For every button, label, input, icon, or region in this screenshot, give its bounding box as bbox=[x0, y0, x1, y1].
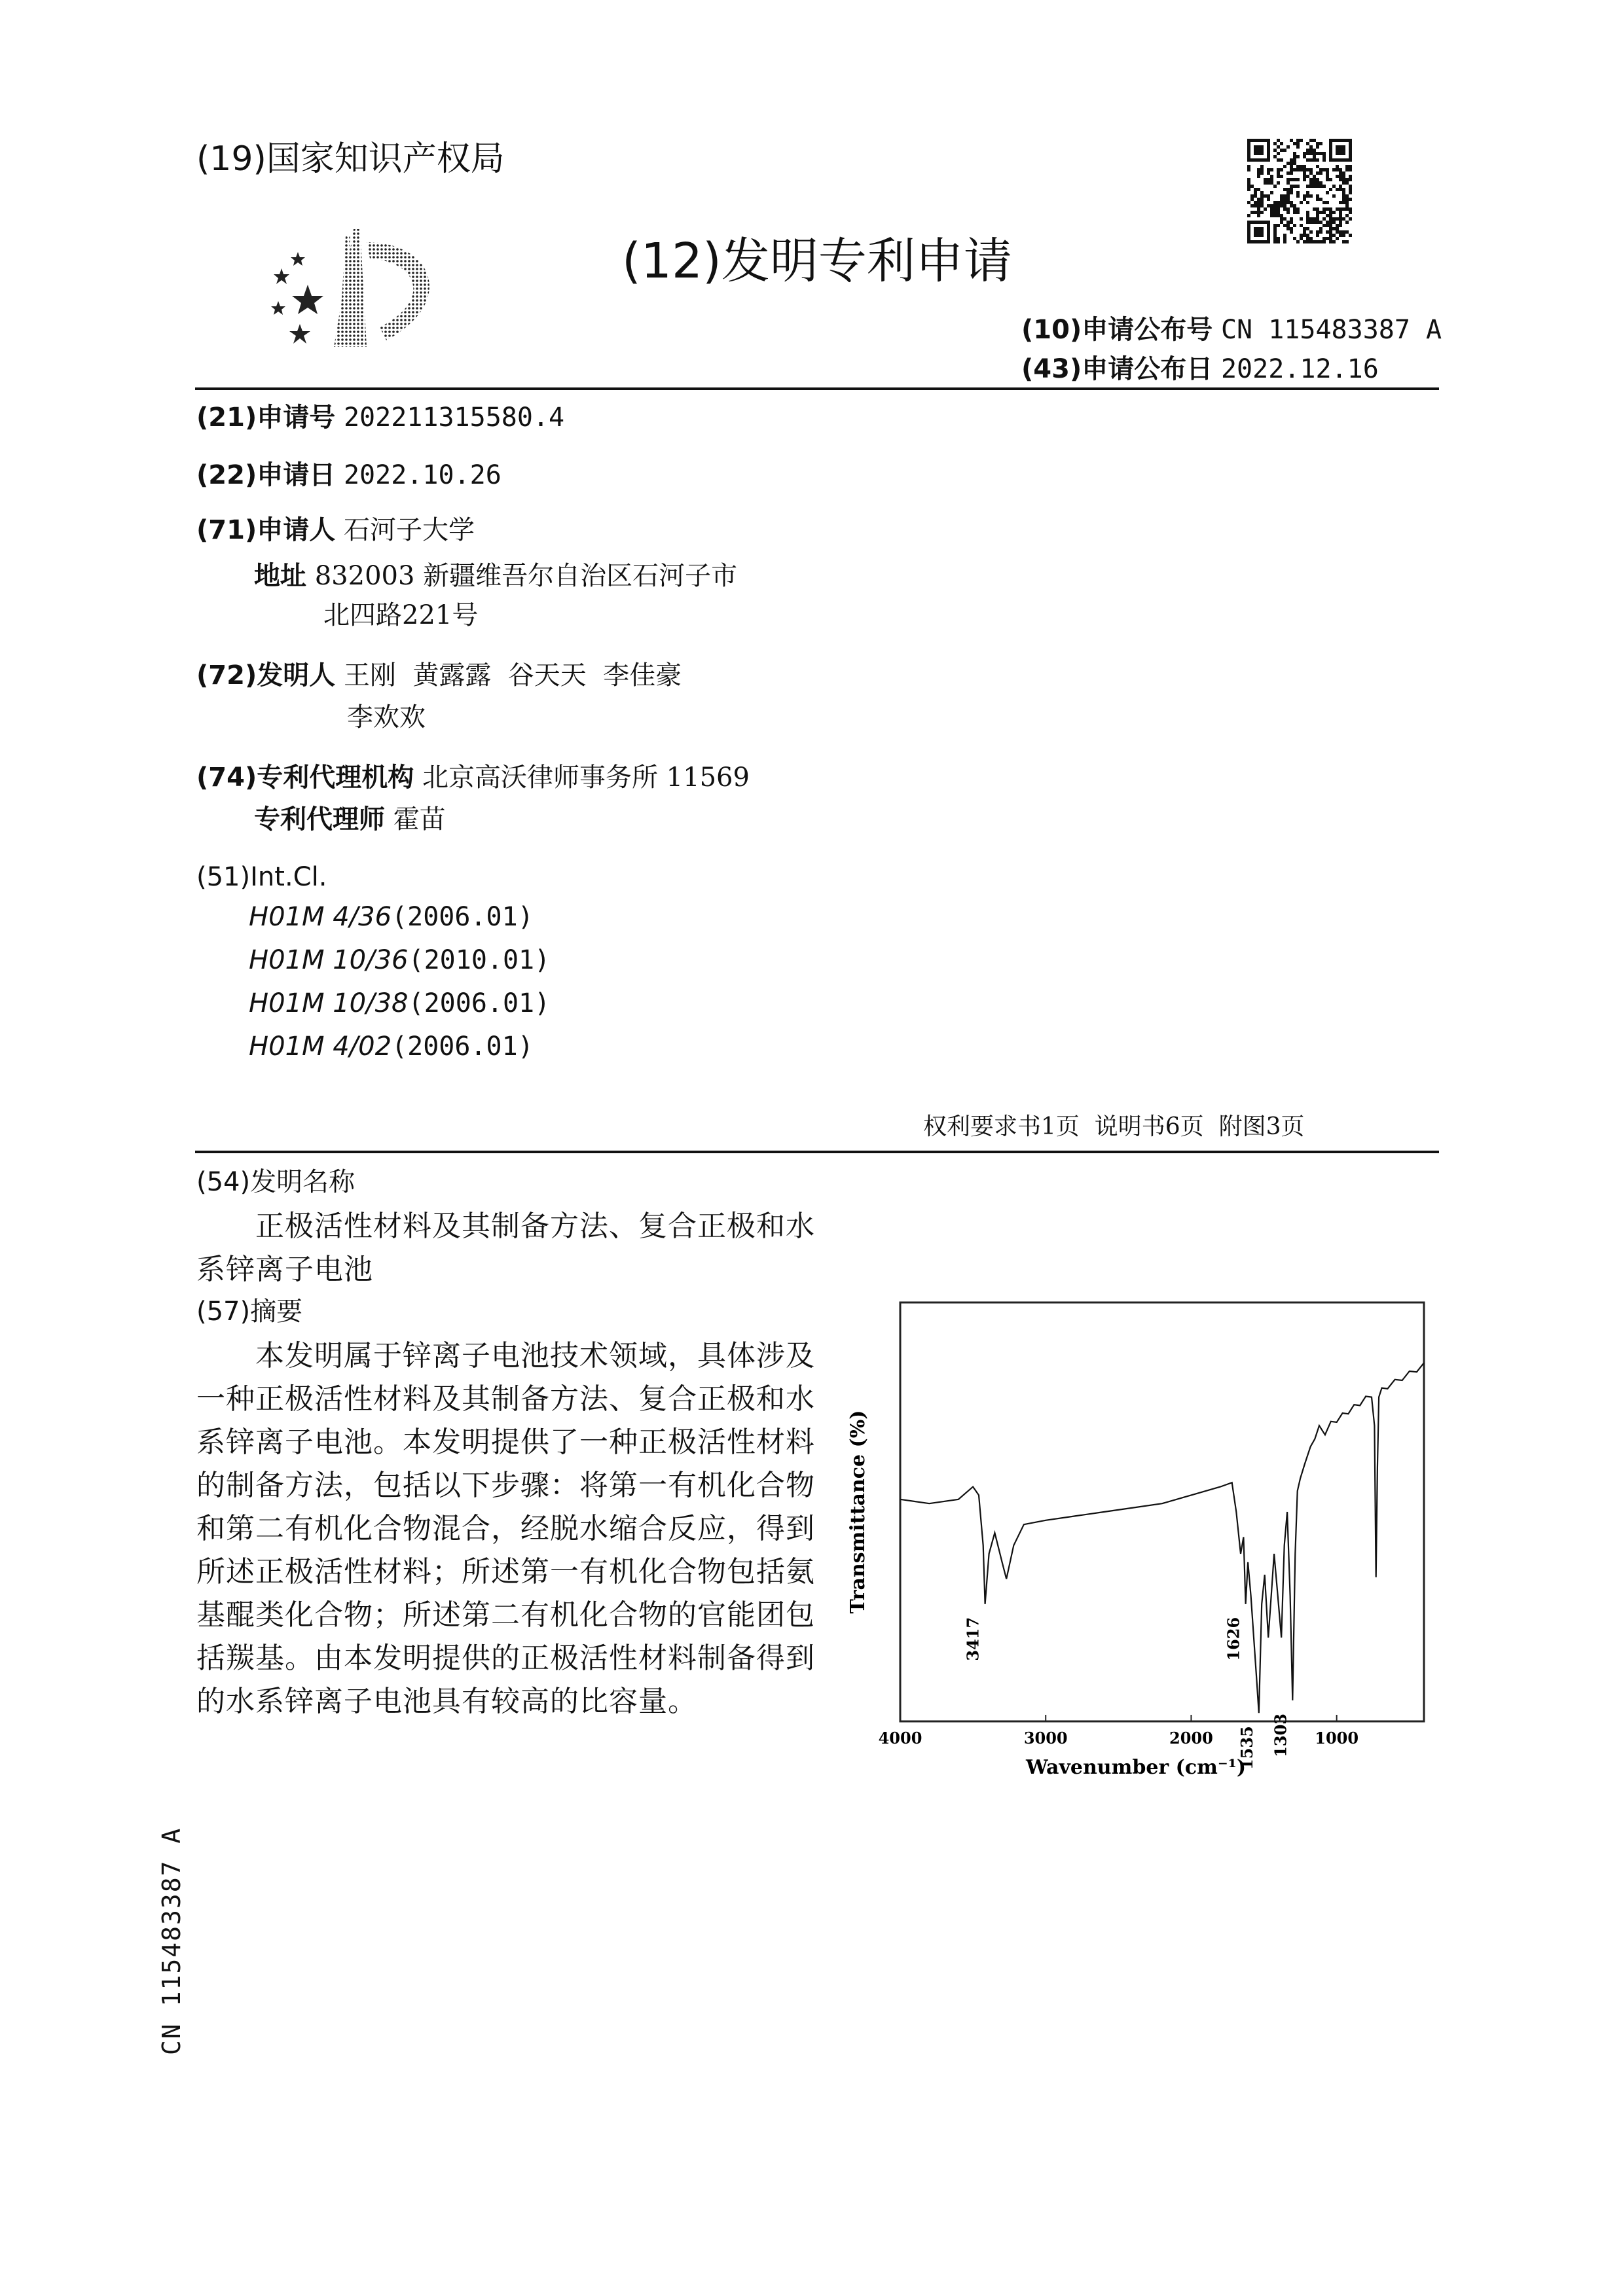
agency-row bbox=[196, 759, 750, 796]
header-divider bbox=[195, 387, 1439, 390]
qr-code-icon bbox=[1247, 139, 1352, 243]
section-divider bbox=[195, 1151, 1439, 1153]
publication-number: CN 115483387 A bbox=[1220, 315, 1442, 345]
y-axis-label: Transmittance (%) bbox=[847, 1410, 869, 1614]
peak-annotation: 1535 bbox=[1237, 1726, 1256, 1770]
ipc-version: (2006.01) bbox=[392, 1031, 534, 1062]
publication-number-line bbox=[1021, 309, 1442, 346]
address-row bbox=[254, 558, 737, 594]
abstract-line: 基醌类化合物；所述第二有机化合物的官能团包 bbox=[196, 1598, 815, 1632]
agency: 北京高沃律师事务所 11569 bbox=[422, 762, 750, 793]
publication-number-label: (10)申请公布号 bbox=[1021, 315, 1213, 345]
agent-label: 专利代理师 bbox=[254, 804, 385, 834]
publication-date-label: (43)申请公布日 bbox=[1021, 354, 1213, 384]
inventors-line-1: 王刚 黄露露 谷天天 李佳豪 bbox=[343, 660, 682, 691]
inventors-row bbox=[196, 657, 682, 694]
invention-title-label: (54)发明名称 bbox=[196, 1167, 356, 1197]
cnipa-emblem-icon bbox=[262, 216, 465, 347]
ipc-version: (2006.01) bbox=[392, 902, 534, 932]
inventors-label: (72)发明人 bbox=[196, 660, 336, 691]
ipc-entry bbox=[249, 988, 550, 1018]
abstract-line: 一种正极活性材料及其制备方法、复合正极和水 bbox=[196, 1382, 815, 1416]
application-number: 202211315580.4 bbox=[343, 403, 565, 433]
inventors-line-2: 李欢欢 bbox=[347, 702, 426, 732]
address-line-1: 832003 新疆维吾尔自治区石河子市 bbox=[314, 561, 738, 591]
peak-annotation: 1626 bbox=[1224, 1617, 1243, 1661]
ipc-code: H01M 10/36 bbox=[249, 945, 409, 975]
invention-title-line-1: 正极活性材料及其制备方法、复合正极和水 bbox=[255, 1210, 815, 1243]
application-date-label: (22)申请日 bbox=[196, 460, 336, 490]
ftir-spectrum-chart bbox=[838, 1289, 1440, 1800]
address-line-2: 北四路221号 bbox=[323, 600, 479, 630]
applicant-row bbox=[196, 512, 475, 548]
agency-label: (74)专利代理机构 bbox=[196, 762, 414, 793]
ipc-entry bbox=[249, 1031, 534, 1062]
ipc-entry bbox=[249, 902, 534, 932]
x-tick-label: 3000 bbox=[1023, 1729, 1068, 1748]
application-number-row bbox=[196, 399, 564, 436]
abstract-line: 的制备方法，包括以下步骤：将第一有机化合物 bbox=[196, 1469, 815, 1502]
abstract-line: 本发明属于锌离子电池技术领域，具体涉及 bbox=[255, 1339, 815, 1372]
abstract-line: 系锌离子电池。本发明提供了一种正极活性材料 bbox=[196, 1426, 815, 1459]
x-tick-label: 1000 bbox=[1315, 1729, 1359, 1748]
application-number-label: (21)申请号 bbox=[196, 403, 336, 433]
ipc-code: H01M 4/36 bbox=[249, 902, 392, 932]
abstract-line: 的水系锌离子电池具有较高的比容量。 bbox=[196, 1685, 697, 1718]
side-publication-number: CN 115483387 A bbox=[157, 1827, 186, 2055]
application-date: 2022.10.26 bbox=[343, 460, 501, 490]
publication-date: 2022.12.16 bbox=[1220, 354, 1379, 384]
ipc-code: H01M 10/38 bbox=[249, 988, 409, 1018]
publication-date-line bbox=[1021, 348, 1379, 386]
page-counts: 权利要求书1页 说明书6页 附图3页 bbox=[923, 1113, 1305, 1140]
applicant: 石河子大学 bbox=[343, 515, 475, 545]
applicant-label: (71)申请人 bbox=[196, 515, 336, 545]
agent-row bbox=[254, 801, 446, 838]
abstract-label: (57)摘要 bbox=[196, 1297, 303, 1327]
invention-title-line-2: 系锌离子电池 bbox=[196, 1253, 373, 1286]
ipc-version: (2006.01) bbox=[408, 988, 551, 1018]
abstract-line: 括羰基。由本发明提供的正极活性材料制备得到 bbox=[196, 1641, 815, 1675]
office-name: (19)国家知识产权局 bbox=[196, 139, 505, 179]
x-tick-label: 2000 bbox=[1169, 1729, 1213, 1748]
x-tick-label: 4000 bbox=[878, 1729, 922, 1748]
peak-annotation: 3417 bbox=[963, 1617, 983, 1661]
ipc-code: H01M 4/02 bbox=[249, 1031, 392, 1062]
abstract-line: 和第二有机化合物混合，经脱水缩合反应，得到 bbox=[196, 1512, 815, 1545]
agent: 霍苗 bbox=[393, 804, 446, 834]
address-label: 地址 bbox=[254, 561, 306, 591]
abstract-line: 所述正极活性材料；所述第一有机化合物包括氨 bbox=[196, 1555, 815, 1588]
ipc-label: (51)Int.Cl. bbox=[196, 862, 327, 892]
ipc-entry bbox=[249, 945, 550, 975]
ipc-version: (2010.01) bbox=[408, 945, 551, 975]
x-axis-label: Wavenumber (cm⁻¹) bbox=[1025, 1756, 1247, 1779]
peak-annotation: 1303 bbox=[1271, 1713, 1290, 1757]
document-type: (12)发明专利申请 bbox=[622, 233, 1012, 289]
application-date-row bbox=[196, 457, 501, 493]
